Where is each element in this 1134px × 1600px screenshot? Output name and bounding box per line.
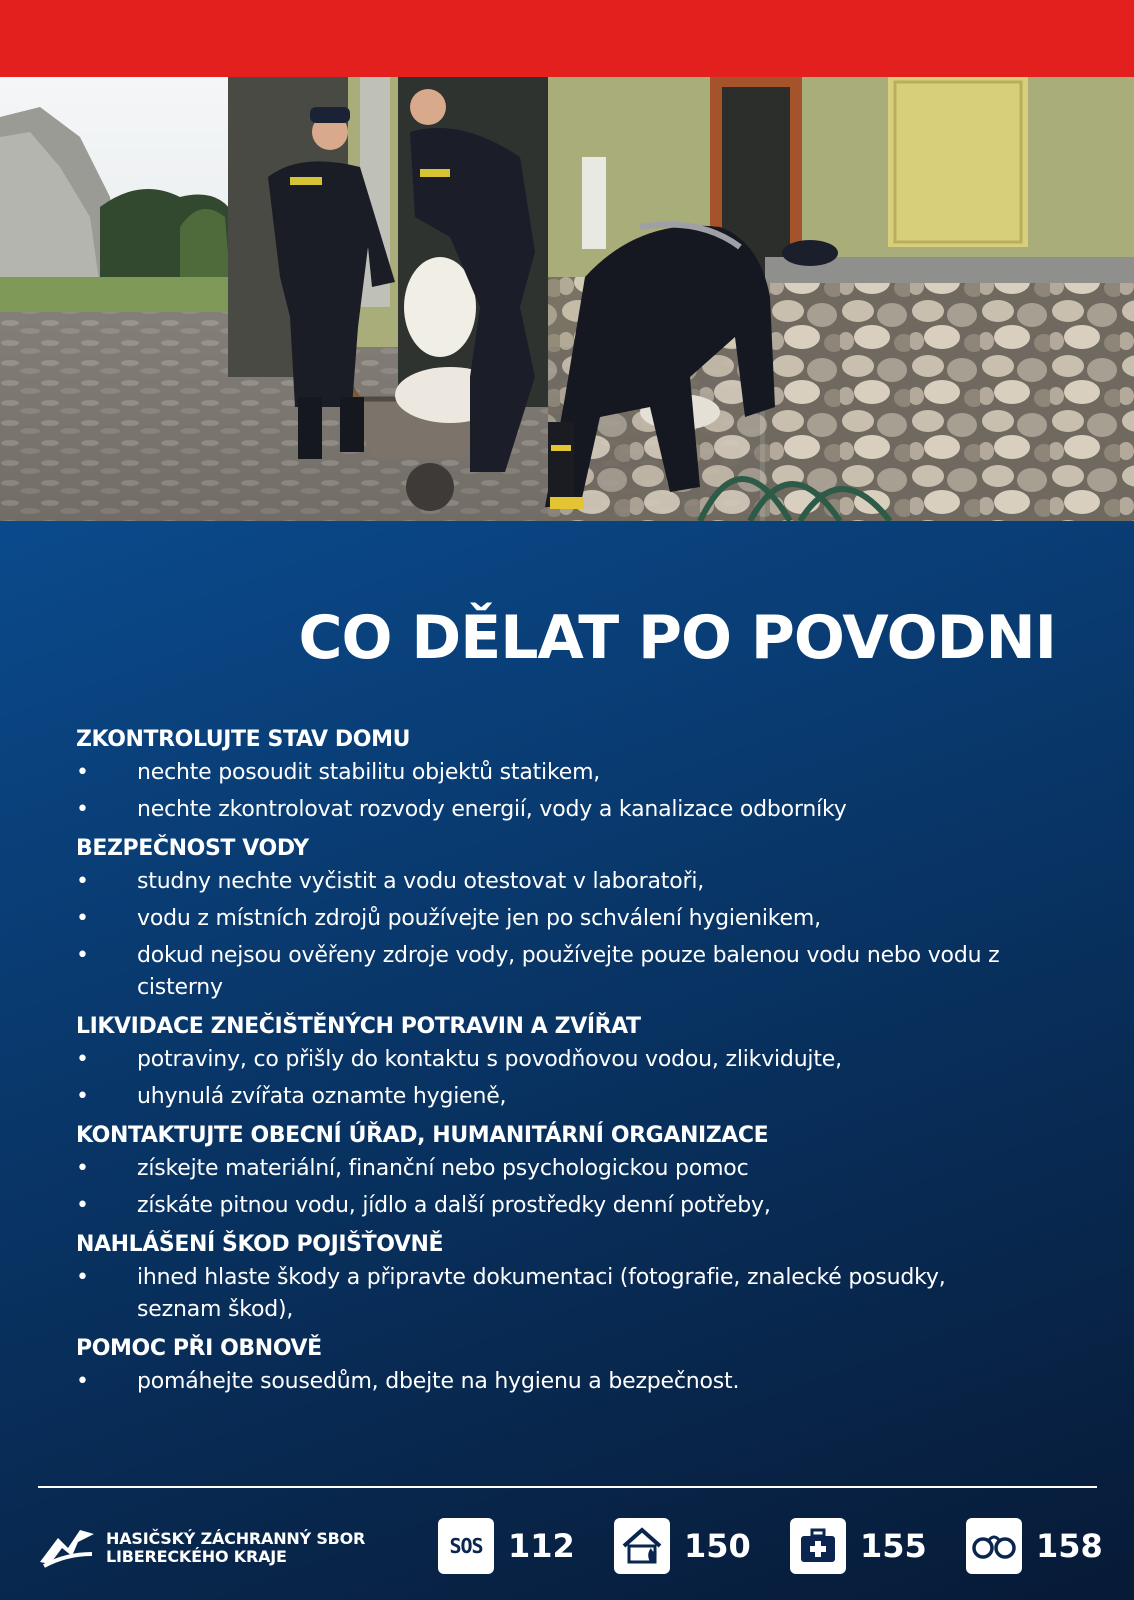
list-item xyxy=(76,1081,1016,1113)
bullet-list xyxy=(76,1044,1016,1113)
list-item-text: získejte materiální, finanční nebo psychologickou pomoc xyxy=(137,1156,749,1181)
fire-house-icon xyxy=(614,1518,670,1574)
emergency-number: 155 xyxy=(860,1527,927,1565)
first-aid-kit-icon xyxy=(790,1518,846,1574)
list-item xyxy=(76,1190,1016,1222)
bullet-list xyxy=(76,1366,1016,1398)
bullet-marker: • xyxy=(76,943,89,968)
list-item-text: dokud nejsou ověřeny zdroje vody, používejte pouze balenou vodu nebo vodu z cisterny xyxy=(137,943,1000,1000)
list-item-text: uhynulá zvířata oznamte hygieně, xyxy=(137,1084,507,1109)
bullet-marker: • xyxy=(76,797,89,822)
emergency-number-158[interactable] xyxy=(966,1518,1103,1574)
bullet-list xyxy=(76,757,1016,826)
emergency-number: 158 xyxy=(1036,1527,1103,1565)
bullet-marker: • xyxy=(76,1156,89,1181)
list-item xyxy=(76,1262,1016,1326)
bullet-marker: • xyxy=(76,869,89,894)
footer-divider xyxy=(38,1486,1097,1488)
bullet-marker: • xyxy=(76,760,89,785)
brand-line-2: LIBERECKÉHO KRAJE xyxy=(106,1547,287,1566)
emergency-number: 150 xyxy=(684,1527,751,1565)
list-item xyxy=(76,903,1016,935)
list-item xyxy=(76,1044,1016,1076)
list-item-text: získáte pitnou vodu, jídlo a další prostředky denní potřeby, xyxy=(137,1193,771,1218)
handcuffs-icon xyxy=(966,1518,1022,1574)
section-heading: KONTAKTUJTE OBECNÍ ÚŘAD, HUMANITÁRNÍ ORGANIZACE xyxy=(76,1123,769,1148)
emergency-number: 112 xyxy=(508,1527,575,1565)
bullet-marker: • xyxy=(76,1047,89,1072)
brand xyxy=(38,1524,365,1572)
bullet-list xyxy=(76,866,1016,1004)
section-heading: POMOC PŘI OBNOVĚ xyxy=(76,1336,322,1361)
bullet-marker: • xyxy=(76,906,89,931)
footer xyxy=(0,1510,1134,1590)
section-heading: BEZPEČNOST VODY xyxy=(76,836,309,861)
list-item xyxy=(76,794,1016,826)
list-item xyxy=(76,940,1016,1004)
list-item xyxy=(76,1366,1016,1398)
bullet-marker: • xyxy=(76,1369,89,1394)
emergency-number-150[interactable] xyxy=(614,1518,751,1574)
flood-cleanup-photo xyxy=(0,77,1134,521)
list-item xyxy=(76,757,1016,789)
list-item-text: studny nechte vyčistit a vodu otestovat v laboratoři, xyxy=(137,869,705,894)
section-heading: NAHLÁŠENÍ ŠKOD POJIŠŤOVNĚ xyxy=(76,1232,444,1257)
emergency-number-112[interactable] xyxy=(438,1518,575,1574)
page-title: CO DĚLAT PO POVODNI xyxy=(298,603,1056,673)
bullet-list xyxy=(76,1153,1016,1222)
list-item-text: pomáhejte sousedům, dbejte na hygienu a bezpečnost. xyxy=(137,1369,740,1394)
bullet-marker: • xyxy=(76,1265,89,1290)
bullet-marker: • xyxy=(76,1084,89,1109)
top-red-bar xyxy=(0,0,1134,77)
advice-sections xyxy=(76,722,1016,1403)
emergency-number-155[interactable] xyxy=(790,1518,927,1574)
list-item-text: nechte zkontrolovat rozvody energií, vody a kanalizace odborníky xyxy=(137,797,847,822)
list-item-text: ihned hlaste škody a připravte dokumentaci (fotografie, znalecké posudky, seznam škod), xyxy=(137,1265,946,1322)
bullet-marker: • xyxy=(76,1193,89,1218)
list-item xyxy=(76,866,1016,898)
section-heading: ZKONTROLUJTE STAV DOMU xyxy=(76,727,411,752)
list-item-text: nechte posoudit stabilitu objektů statikem, xyxy=(137,760,601,785)
brand-line-1: HASIČSKÝ ZÁCHRANNÝ SBOR xyxy=(106,1529,366,1548)
fire-rescue-logo-icon xyxy=(38,1524,96,1572)
section-heading: LIKVIDACE ZNEČIŠTĚNÝCH POTRAVIN A ZVÍŘAT xyxy=(76,1014,641,1039)
list-item-text: potraviny, co přišly do kontaktu s povodňovou vodou, zlikvidujte, xyxy=(137,1047,842,1072)
sos-icon: SOS xyxy=(438,1518,494,1574)
bullet-list xyxy=(76,1262,1016,1326)
list-item xyxy=(76,1153,1016,1185)
list-item-text: vodu z místních zdrojů používejte jen po schválení hygienikem, xyxy=(137,906,821,931)
